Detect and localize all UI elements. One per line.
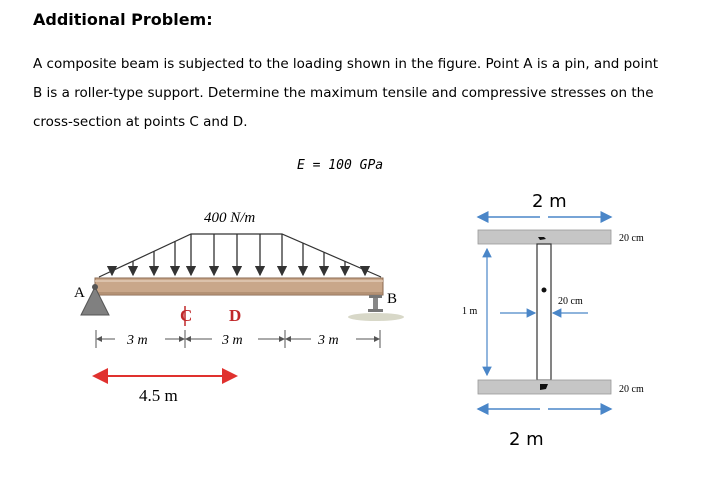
span-2-label: 3 m — [222, 333, 243, 348]
top-flange — [478, 230, 611, 244]
distributed-load-arrows — [112, 234, 365, 275]
centroid-mark — [542, 288, 547, 293]
problem-line-1: A composite beam is subjected to the loading shown in the figure. Point A is a pin, and point — [33, 56, 659, 72]
load-label: 400 N/m — [204, 210, 256, 226]
beam-diagram — [74, 210, 404, 405]
span-1-label: 3 m — [127, 333, 148, 348]
problem-heading: Additional Problem: — [33, 10, 213, 29]
distance-label: 4.5 m — [139, 386, 178, 405]
bottom-flange-thickness-label: 20 cm — [619, 384, 644, 395]
span-3-label: 3 m — [318, 333, 339, 348]
support-a-label: A — [74, 285, 85, 301]
problem-line-2: B is a roller-type support. Determine the maximum tensile and compressive stresses on the — [33, 85, 654, 101]
top-width-note: 2 m — [532, 191, 567, 212]
top-flange-thickness-label: 20 cm — [619, 233, 644, 244]
point-c-label: C — [180, 306, 193, 325]
point-d-label: D — [229, 306, 242, 325]
cross-section — [462, 191, 644, 450]
problem-line-3: cross-section at points C and D. — [33, 114, 248, 130]
point-c-marker — [180, 306, 192, 326]
load-envelope — [99, 234, 381, 277]
bottom-width-note: 2 m — [509, 429, 544, 450]
height-label: 1 m — [462, 306, 478, 317]
web-thickness-label: 20 cm — [558, 296, 583, 307]
support-b-label: B — [387, 291, 398, 307]
modulus-label: E = 100 GPa — [297, 158, 384, 173]
web — [537, 244, 551, 380]
